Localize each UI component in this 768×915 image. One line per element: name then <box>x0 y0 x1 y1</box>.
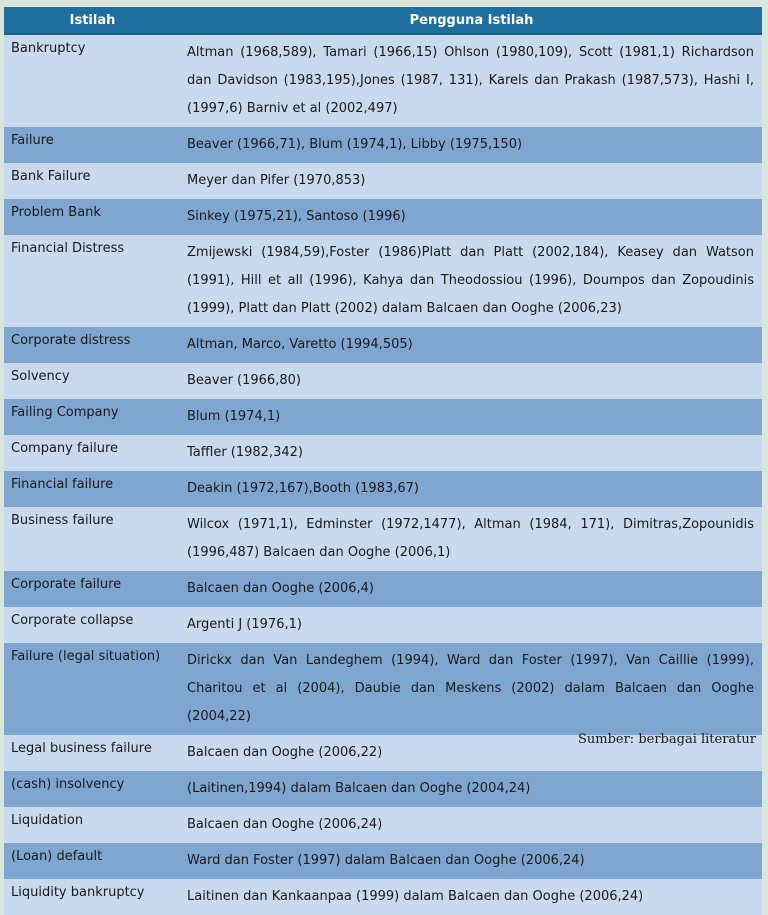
term-cell: Problem Bank <box>4 199 181 235</box>
users-cell: Beaver (1966,71), Blum (1974,1), Libby (1975,150) <box>181 127 762 163</box>
term-cell: Failure <box>4 127 181 163</box>
users-cell: Argenti J (1976,1) <box>181 607 762 643</box>
term-cell: Corporate distress <box>4 327 181 363</box>
term-cell: Company failure <box>4 435 181 471</box>
table-row <box>4 607 762 643</box>
users-cell: Wilcox (1971,1), Edminster (1972,1477), Altman (1984, 171), Dimitras,Zopounidis (1996,487) Balcaen dan Ooghe (2006,1) <box>181 507 762 571</box>
term-cell: Corporate collapse <box>4 607 181 643</box>
users-cell: Balcaen dan Ooghe (2006,24) <box>181 807 762 843</box>
term-cell: Solvency <box>4 363 181 399</box>
table-row <box>4 471 762 507</box>
table-row <box>4 327 762 363</box>
term-cell: Liquidity bankruptcy <box>4 879 181 915</box>
table-row <box>4 363 762 399</box>
users-cell: Meyer dan Pifer (1970,853) <box>181 163 762 199</box>
term-cell: Bank Failure <box>4 163 181 199</box>
table-row <box>4 127 762 163</box>
term-cell: (cash) insolvency <box>4 771 181 807</box>
users-cell: Dirickx dan Van Landeghem (1994), Ward dan Foster (1997), Van Caillie (1999), Charitou et al (2004), Daubie dan Meskens (2002) dalam Balcaen dan Ooghe (2004,22) <box>181 643 762 735</box>
users-cell: Sinkey (1975,21), Santoso (1996) <box>181 199 762 235</box>
users-cell: Deakin (1972,167),Booth (1983,67) <box>181 471 762 507</box>
users-cell: Laitinen dan Kankaanpaa (1999) dalam Balcaen dan Ooghe (2006,24) <box>181 879 762 915</box>
header-istilah: Istilah <box>4 7 181 34</box>
term-cell: (Loan) default <box>4 843 181 879</box>
table-row <box>4 643 762 735</box>
term-cell: Failure (legal situation) <box>4 643 181 735</box>
term-cell: Failing Company <box>4 399 181 435</box>
users-cell: Beaver (1966,80) <box>181 363 762 399</box>
users-cell: Blum (1974,1) <box>181 399 762 435</box>
header-pengguna-istilah: Pengguna Istilah <box>181 7 762 34</box>
table-row <box>4 163 762 199</box>
table-row <box>4 807 762 843</box>
term-cell: Liquidation <box>4 807 181 843</box>
users-cell: Altman (1968,589), Tamari (1966,15) Ohlson (1980,109), Scott (1981,1) Richardson dan Davidson (1983,195),Jones (1987, 131), Karels dan Prakash (1987,573), Hashi I, (1997,6) Barniv et al (2002,497) <box>181 34 762 127</box>
term-cell: Bankruptcy <box>4 34 181 127</box>
source-note: Sumber: berbagai literatur <box>577 732 756 747</box>
table-row <box>4 235 762 327</box>
term-cell: Business failure <box>4 507 181 571</box>
users-cell: Zmijewski (1984,59),Foster (1986)Platt dan Platt (2002,184), Keasey dan Watson (1991), Hill et all (1996), Kahya dan Theodossiou (1996), Doumpos dan Zopoudinis (1999), Platt dan Platt (2002) dalam Balcaen dan Ooghe (2006,23) <box>181 235 762 327</box>
term-cell: Financial Distress <box>4 235 181 327</box>
table-row <box>4 771 762 807</box>
users-cell: Balcaen dan Ooghe (2006,4) <box>181 571 762 607</box>
table-row <box>4 399 762 435</box>
users-cell: Altman, Marco, Varetto (1994,505) <box>181 327 762 363</box>
term-cell: Legal business failure <box>4 735 181 771</box>
term-cell: Financial failure <box>4 471 181 507</box>
table-row <box>4 34 762 127</box>
table-row <box>4 435 762 471</box>
users-cell: (Laitinen,1994) dalam Balcaen dan Ooghe (2004,24) <box>181 771 762 807</box>
users-cell: Ward dan Foster (1997) dalam Balcaen dan Ooghe (2006,24) <box>181 843 762 879</box>
terms-table-container <box>4 7 762 915</box>
users-cell: Taffler (1982,342) <box>181 435 762 471</box>
table-header-row <box>4 7 762 34</box>
table-row <box>4 199 762 235</box>
table-row <box>4 571 762 607</box>
users-cell: Balcaen dan Ooghe (2006,22) <box>181 735 762 771</box>
table-row <box>4 843 762 879</box>
table-row <box>4 879 762 915</box>
terms-table <box>4 7 762 915</box>
table-row <box>4 507 762 571</box>
term-cell: Corporate failure <box>4 571 181 607</box>
